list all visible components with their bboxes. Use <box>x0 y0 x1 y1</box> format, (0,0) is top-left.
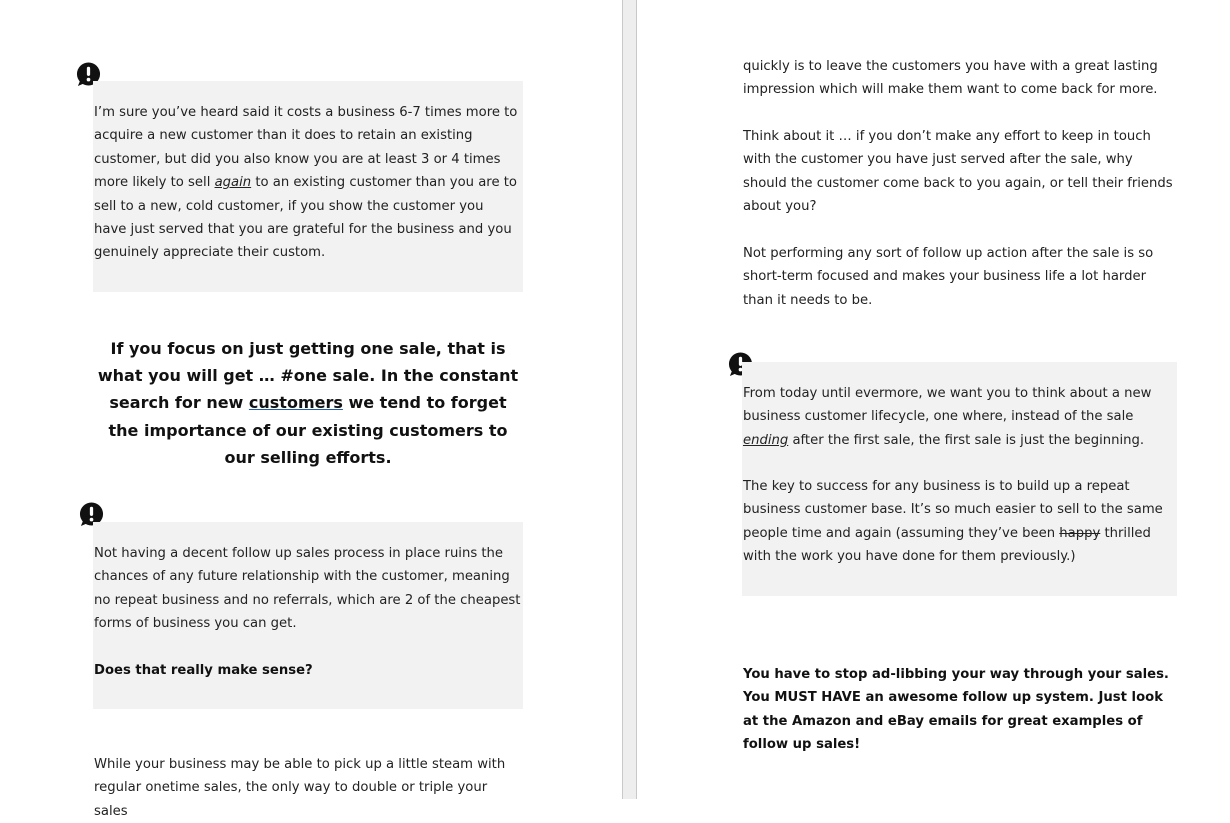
body-paragraph-not-performing: Not performing any sort of follow up action after the sale is so short-term focused and makes your business life a lot harder than it needs to be. <box>743 246 1154 308</box>
callout-key-to-success-text: The key to success for any business is to build up a repeat business customer base. It’s so much easier to sell to the same people time and again (assuming they’ve been happy thrilled with the work you have done for them previously.) <box>743 479 1163 565</box>
body-paragraph-steam: While your business may be able to pick up a little steam with regular onetime sales, the only way to double or triple your sales <box>94 757 506 819</box>
customers-link[interactable]: customers <box>248 393 343 413</box>
callout-box-follow-up <box>93 522 523 709</box>
callout-question: Does that really make sense? <box>94 663 313 678</box>
callout-follow-up-text: Not having a decent follow up sales process in place ruins the chances of any future relationship with the customer, meaning no repeat business and no referrals, which are 2 of the cheapest forms of business you can get. <box>94 546 521 632</box>
emphasis-ending: ending <box>743 432 789 448</box>
right-page <box>637 0 1230 799</box>
emphasis-again: again <box>214 175 252 191</box>
callout-lifecycle-text: From today until evermore, we want you to think about a new business customer lifecycle, one where, instead of the sale ending after the first sale, the first sale is just the beginning. <box>743 386 1152 448</box>
strikethrough-happy: happy <box>1059 525 1101 541</box>
body-paragraph-continued: quickly is to leave the customers you have with a great lasting impression which will make them want to come back for more. <box>743 59 1158 98</box>
callout-box-retention <box>93 81 523 292</box>
pull-quote: If you focus on just getting one sale, that is what you will get … #one sale. In the constant search for new customers we tend to forget the importance of our existing customers to our selling efforts. <box>97 339 519 467</box>
callout-retention-text: I’m sure you’ve heard said it costs a business 6-7 times more to acquire a new customer than it does to retain an existing customer, but did you also know you are at least 3 or 4 times more likely to sell again to an existing customer than you are to sell to a new, cold customer, if you show the customer you have just served that you are grateful for the business and you genuinely appreciate their custom. <box>94 105 518 261</box>
page-gutter <box>622 0 637 799</box>
body-paragraph-think-about-it: Think about it … if you don’t make any effort to keep in touch with the customer you have just served after the sale, why should the customer come back to you again, or tell their friends about you? <box>743 129 1173 215</box>
closing-bold-paragraph: You have to stop ad-libbing your way through your sales. You MUST HAVE an awesome follow up system. Just look at the Amazon and eBay emails for great examples of follow up sales! <box>743 667 1169 753</box>
callout-box-lifecycle <box>742 362 1177 596</box>
